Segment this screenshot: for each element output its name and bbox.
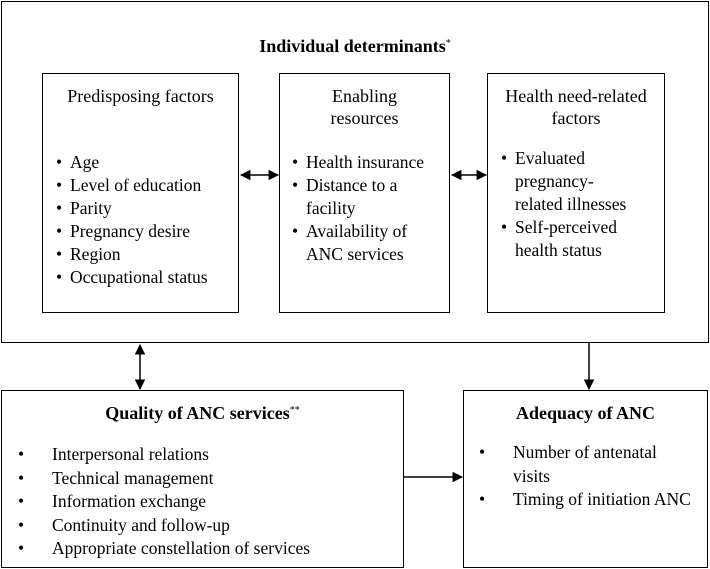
enabling-resources-title-line1: Enabling <box>332 86 397 106</box>
predisposing-factors-title: Predisposing factors <box>67 86 214 106</box>
list-item: • Health insurance <box>292 151 447 174</box>
list-item: • Level of education <box>56 174 236 197</box>
quality-title-marker: ** <box>289 405 300 416</box>
list-item: • Continuity and follow-up <box>18 514 398 538</box>
individual-title-marker: * <box>445 38 451 49</box>
list-item: • Pregnancy desire <box>56 220 236 243</box>
individual-title-text: Individual determinants <box>259 36 446 56</box>
list-item: • Age <box>56 151 236 174</box>
list-item: • Technical management <box>18 467 398 491</box>
list-item: • Information exchange <box>18 490 398 514</box>
list-item: • Timing of initiation ANC <box>479 488 705 512</box>
health-need-title-line1: Health need-related <box>505 86 647 106</box>
list-item: • Interpersonal relations <box>18 443 398 467</box>
list-item: • Availability of ANC services <box>292 220 447 266</box>
list-item: • Occupational status <box>56 266 236 289</box>
enabling-resources-title-line2: resources <box>330 108 399 128</box>
health-need-title-line2: factors <box>551 108 601 128</box>
list-item: • Distance to a facility <box>292 174 447 220</box>
list-item: • Appropriate constellation of services <box>18 537 398 561</box>
list-item: • Self-perceived health status <box>501 216 641 262</box>
list-item: • Region <box>56 243 236 266</box>
list-item: • Number of antenatal visits <box>479 441 705 488</box>
adequacy-of-anc-title: Adequacy of ANC <box>515 403 655 423</box>
list-item: • Parity <box>56 197 236 220</box>
quality-title-text: Quality of ANC services <box>105 403 290 423</box>
list-item: • Evaluated pregnancy-related illnesses <box>501 147 641 216</box>
